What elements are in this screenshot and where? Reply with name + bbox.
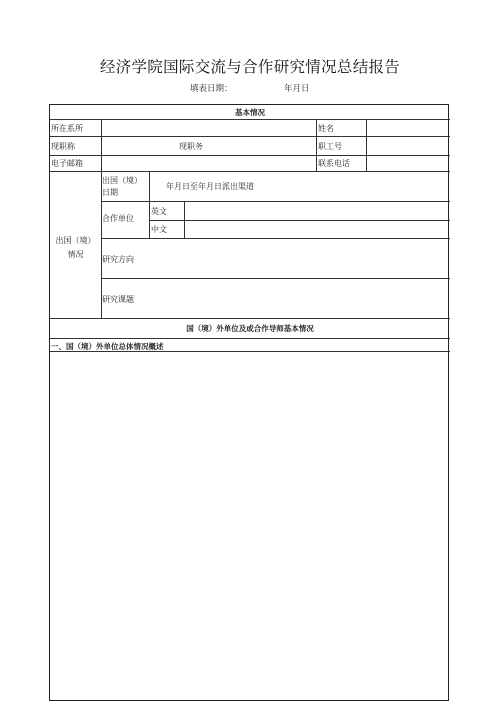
report-title: 经济学院国际交流与合作研究情况总结报告 [99,58,401,76]
overview-text-area[interactable] [51,352,449,700]
abroad-label-line2: 情况 [67,250,84,259]
email-field[interactable] [102,156,316,171]
section-foreign-info: 国（境）外单位及或合作导师基本情况 [186,324,314,333]
research-direction-label: 研究方向 [102,255,134,264]
abroad-date-label-line2: 日期 [102,188,118,197]
phone-label: 联系电话 [318,159,350,168]
email-label: 电子邮箱 [51,159,83,168]
col-divider [316,119,317,172]
fill-date-row [190,82,310,94]
chinese-field[interactable] [185,221,450,238]
abroad-label-line1: 出国（境） [55,236,96,245]
research-direction-field[interactable] [150,239,450,278]
overview-heading: 一、国（境）外单位总体情况概述 [51,342,164,351]
research-topic-label: 研究课题 [102,295,134,304]
english-label: 英文 [151,207,167,216]
staff-id-field[interactable] [367,137,450,155]
department-field[interactable] [102,120,316,136]
report-form [49,104,449,701]
fill-date-label: 填表日期： [190,84,233,94]
col-divider [149,171,150,239]
title-label: 现职称 [51,142,75,151]
row-divider [50,338,450,339]
abroad-date-label-line1: 出国（境） [102,176,142,185]
abroad-label [50,234,101,262]
name-label: 姓名 [318,124,334,133]
abroad-date-label [102,175,142,199]
position-label: 现职务 [179,142,203,151]
section-basic-info: 基本情况 [235,108,265,117]
fill-date-value[interactable]: 年月日 [284,84,310,94]
row-divider [50,171,450,172]
row-divider [50,318,450,319]
phone-field[interactable] [367,156,450,171]
partner-unit-label: 合作单位 [102,214,134,223]
department-label: 所在系所 [51,124,83,133]
english-field[interactable] [185,202,450,220]
research-topic-field[interactable] [150,279,450,318]
chinese-label: 中文 [151,225,167,234]
name-field[interactable] [367,120,450,136]
staff-id-label: 职工号 [318,142,342,151]
abroad-date-value[interactable]: 年月日至年月日派出渠道 [166,182,254,191]
